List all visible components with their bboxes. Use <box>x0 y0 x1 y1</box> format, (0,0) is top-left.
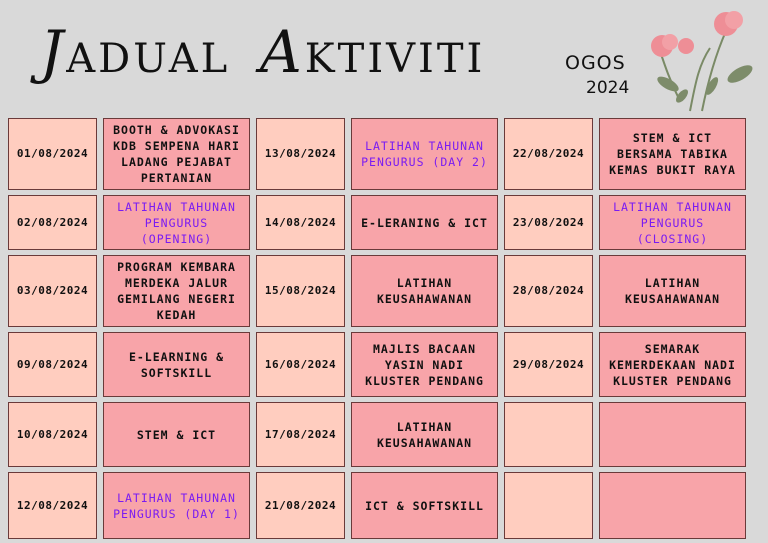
activity-cell: LATIHAN KEUSAHAWANAN <box>599 255 746 327</box>
activity-cell: BOOTH & ADVOKASI KDB SEMPENA HARI LADANG PEJABAT PERTANIAN <box>103 118 250 190</box>
header <box>0 0 768 115</box>
activity-cell: LATIHAN TAHUNAN PENGURUS (DAY 2) <box>351 118 498 190</box>
activity-cell: LATIHAN TAHUNAN PENGURUS (DAY 1) <box>103 472 250 539</box>
date-cell: 12/08/2024 <box>8 472 97 539</box>
date-cell: 16/08/2024 <box>256 332 345 397</box>
date-cell: 01/08/2024 <box>8 118 97 190</box>
year-label: 2024 <box>586 78 630 98</box>
schedule-table <box>8 118 746 539</box>
date-cell: 17/08/2024 <box>256 402 345 467</box>
date-cell: 23/08/2024 <box>504 195 593 250</box>
activity-cell-empty <box>599 472 746 539</box>
title-word-rest: ADUAL <box>66 36 231 82</box>
activity-cell: E-LEARNING & SOFTSKILL <box>103 332 250 397</box>
date-cell: 13/08/2024 <box>256 118 345 190</box>
activity-cell: SEMARAK KEMERDEKAAN NADI KLUSTER PENDANG <box>599 332 746 397</box>
activity-cell: LATIHAN KEUSAHAWANAN <box>351 255 498 327</box>
date-cell: 03/08/2024 <box>8 255 97 327</box>
date-cell: 22/08/2024 <box>504 118 593 190</box>
date-cell: 15/08/2024 <box>256 255 345 327</box>
title-initial-a: A <box>259 18 305 86</box>
date-cell: 02/08/2024 <box>8 195 97 250</box>
activity-cell: PROGRAM KEMBARA MERDEKA JALUR GEMILANG NEGERI KEDAH <box>103 255 250 327</box>
activity-cell: LATIHAN TAHUNAN PENGURUS (CLOSING) <box>599 195 746 250</box>
flower-decoration-icon <box>640 6 760 116</box>
date-cell: 14/08/2024 <box>256 195 345 250</box>
title-word-rest: KTIVITI <box>304 36 486 82</box>
date-cell-empty <box>504 402 593 467</box>
activity-cell: LATIHAN KEUSAHAWANAN <box>351 402 498 467</box>
title-initial-j: J <box>40 18 67 86</box>
activity-cell: E-LERANING & ICT <box>351 195 498 250</box>
date-cell: 10/08/2024 <box>8 402 97 467</box>
activity-cell: LATIHAN TAHUNAN PENGURUS (OPENING) <box>103 195 250 250</box>
activity-cell: MAJLIS BACAAN YASIN NADI KLUSTER PENDANG <box>351 332 498 397</box>
activity-cell-empty <box>599 402 746 467</box>
date-cell: 21/08/2024 <box>256 472 345 539</box>
activity-cell: STEM & ICT BERSAMA TABIKA KEMAS BUKIT RAYA <box>599 118 746 190</box>
activity-cell: ICT & SOFTSKILL <box>351 472 498 539</box>
activity-cell: STEM & ICT <box>103 402 250 467</box>
page-title <box>40 18 485 86</box>
date-cell: 09/08/2024 <box>8 332 97 397</box>
month-label: OGOS <box>565 52 626 74</box>
date-cell-empty <box>504 472 593 539</box>
date-cell: 29/08/2024 <box>504 332 593 397</box>
date-cell: 28/08/2024 <box>504 255 593 327</box>
